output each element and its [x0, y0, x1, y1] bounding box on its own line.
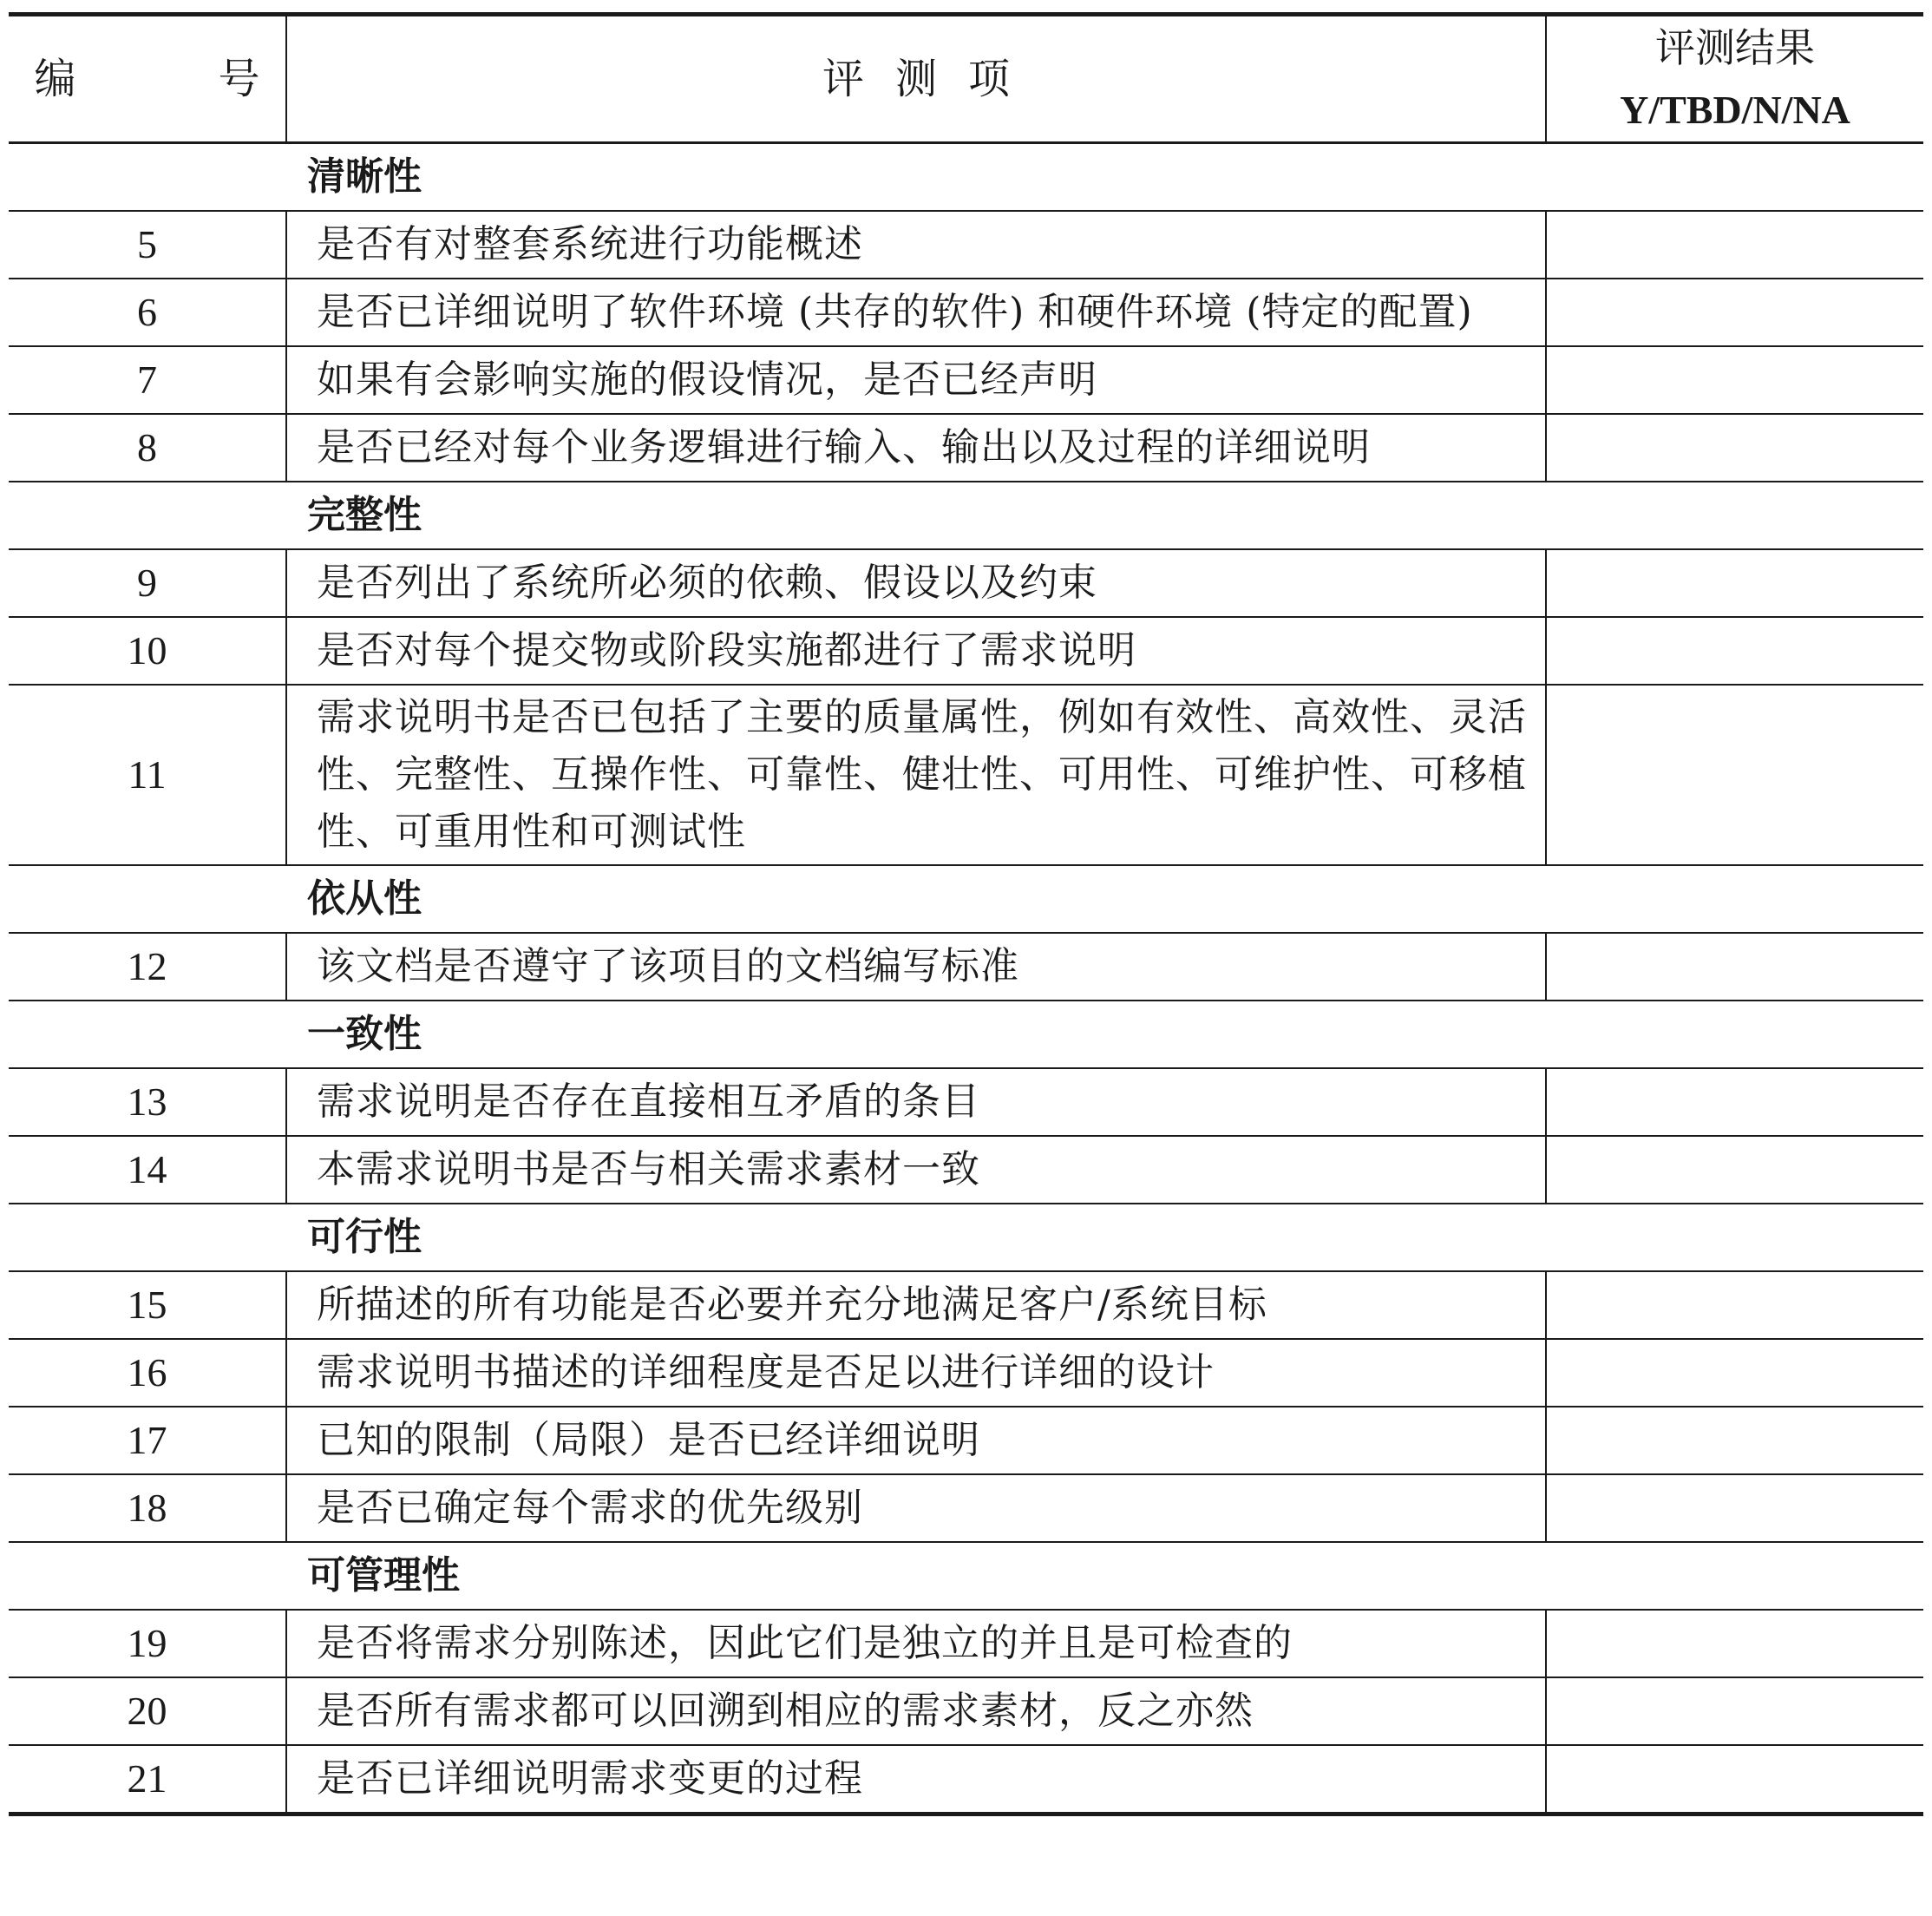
checklist-body: [9, 143, 1923, 1814]
item-number: 8: [9, 414, 286, 482]
item-text: 是否将需求分别陈述，因此它们是独立的并且是可检查的: [286, 1610, 1546, 1677]
table-row: [9, 211, 1923, 279]
category-label: 一致性: [9, 1001, 1923, 1068]
header-row: [9, 15, 1923, 143]
item-text: 是否有对整套系统进行功能概述: [286, 211, 1546, 279]
item-number: 17: [9, 1407, 286, 1474]
item-number: 6: [9, 279, 286, 346]
item-text: 所描述的所有功能是否必要并充分地满足客户/系统目标: [286, 1271, 1546, 1339]
item-number: 14: [9, 1136, 286, 1204]
item-number: 13: [9, 1068, 286, 1136]
table-row: [9, 414, 1923, 482]
item-text: 是否对每个提交物或阶段实施都进行了需求说明: [286, 617, 1546, 685]
table-row: [9, 1136, 1923, 1204]
result-cell[interactable]: [1546, 1339, 1923, 1407]
category-row: [9, 865, 1923, 933]
table-row: [9, 1610, 1923, 1677]
result-cell[interactable]: [1546, 346, 1923, 414]
result-header-codes: Y/TBD/N/NA: [1620, 88, 1850, 132]
item-column-header: 评测项: [286, 15, 1546, 143]
result-cell[interactable]: [1546, 549, 1923, 617]
item-number: 15: [9, 1271, 286, 1339]
result-cell[interactable]: [1546, 279, 1923, 346]
result-cell[interactable]: [1546, 1271, 1923, 1339]
item-text: 是否已确定每个需求的优先级别: [286, 1474, 1546, 1542]
result-cell[interactable]: [1546, 1610, 1923, 1677]
result-cell[interactable]: [1546, 1474, 1923, 1542]
category-label: 完整性: [9, 482, 1923, 549]
item-number: 9: [9, 549, 286, 617]
number-header-left: 编: [34, 55, 76, 103]
table-row: [9, 1271, 1923, 1339]
review-checklist-table: [9, 12, 1923, 1816]
result-cell[interactable]: [1546, 1068, 1923, 1136]
result-header-title: 评测结果: [1655, 24, 1815, 71]
table-row: [9, 1677, 1923, 1745]
item-text: 需求说明书是否已包括了主要的质量属性，例如有效性、高效性、灵活性、完整性、互操作性、可靠性、健壮性、可用性、可维护性、可移植性、可重用性和可测试性: [286, 685, 1546, 865]
item-text: 是否列出了系统所必须的依赖、假设以及约束: [286, 549, 1546, 617]
item-text: 已知的限制（局限）是否已经详细说明: [286, 1407, 1546, 1474]
table-row: [9, 617, 1923, 685]
result-cell[interactable]: [1546, 1407, 1923, 1474]
category-label: 清晰性: [9, 143, 1923, 212]
table-row: [9, 549, 1923, 617]
table-row: [9, 685, 1923, 865]
item-text: 该文档是否遵守了该项目的文档编写标准: [286, 933, 1546, 1001]
item-number: 20: [9, 1677, 286, 1745]
item-number: 5: [9, 211, 286, 279]
item-text: 如果有会影响实施的假设情况，是否已经声明: [286, 346, 1546, 414]
checklist-sheet: [9, 12, 1923, 1816]
category-row: [9, 1204, 1923, 1271]
item-text: 是否所有需求都可以回溯到相应的需求素材，反之亦然: [286, 1677, 1546, 1745]
result-cell[interactable]: [1546, 933, 1923, 1001]
number-header-right: 号: [218, 55, 260, 103]
item-number: 18: [9, 1474, 286, 1542]
table-row: [9, 1068, 1923, 1136]
item-number: 16: [9, 1339, 286, 1407]
item-text: 是否已经对每个业务逻辑进行输入、输出以及过程的详细说明: [286, 414, 1546, 482]
table-row: [9, 279, 1923, 346]
table-row: [9, 933, 1923, 1001]
result-cell[interactable]: [1546, 211, 1923, 279]
item-text: 需求说明是否存在直接相互矛盾的条目: [286, 1068, 1546, 1136]
item-number: 21: [9, 1745, 286, 1814]
item-number: 19: [9, 1610, 286, 1677]
table-row: [9, 1339, 1923, 1407]
result-cell[interactable]: [1546, 1136, 1923, 1204]
table-row: [9, 1407, 1923, 1474]
result-cell[interactable]: [1546, 414, 1923, 482]
table-row: [9, 1474, 1923, 1542]
item-number: 10: [9, 617, 286, 685]
result-cell[interactable]: [1546, 617, 1923, 685]
result-column-header: [1546, 15, 1923, 143]
item-text: 本需求说明书是否与相关需求素材一致: [286, 1136, 1546, 1204]
category-label: 可管理性: [9, 1542, 1923, 1610]
item-text: 是否已详细说明需求变更的过程: [286, 1745, 1546, 1814]
category-row: [9, 1542, 1923, 1610]
item-number: 12: [9, 933, 286, 1001]
result-cell[interactable]: [1546, 1677, 1923, 1745]
number-column-header: [9, 15, 286, 143]
category-row: [9, 143, 1923, 212]
item-number: 11: [9, 685, 286, 865]
table-row: [9, 346, 1923, 414]
result-cell[interactable]: [1546, 1745, 1923, 1814]
table-row: [9, 1745, 1923, 1814]
item-number: 7: [9, 346, 286, 414]
category-row: [9, 1001, 1923, 1068]
item-text: 是否已详细说明了软件环境 (共存的软件) 和硬件环境 (特定的配置): [286, 279, 1546, 346]
category-label: 依从性: [9, 865, 1923, 933]
category-row: [9, 482, 1923, 549]
result-cell[interactable]: [1546, 685, 1923, 865]
category-label: 可行性: [9, 1204, 1923, 1271]
item-text: 需求说明书描述的详细程度是否足以进行详细的设计: [286, 1339, 1546, 1407]
